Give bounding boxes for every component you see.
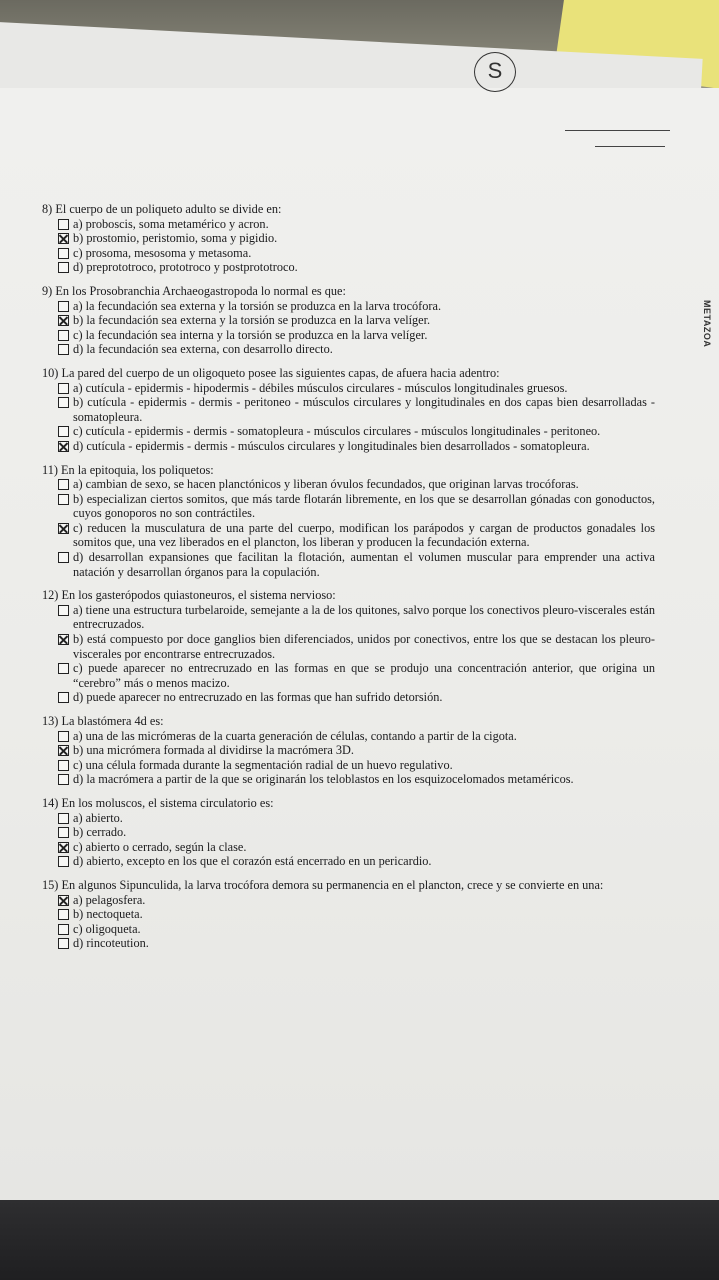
answer-option[interactable] xyxy=(40,381,655,396)
option-text: d) abierto, excepto en los que el corazón está encerrado en un pericardio. xyxy=(73,854,432,869)
checked-box-icon[interactable] xyxy=(58,315,69,326)
question-10 xyxy=(40,366,655,454)
option-text: d) desarrollan expansiones que facilitan la flotación, aumentan el volumen muscular para emprender una activa natación y desarrollan órganos para la copulación. xyxy=(73,550,655,579)
answer-option[interactable] xyxy=(40,854,655,869)
question-text: 15) En algunos Sipunculida, la larva trocófora demora su permanencia en el plancton, crece y se convierte en una: xyxy=(42,877,604,892)
option-text: a) una de las micrómeras de la cuarta generación de células, contando a partir de la cigota. xyxy=(73,728,517,743)
option-text: d) la fecundación sea externa, con desarrollo directo. xyxy=(73,342,333,357)
answer-option[interactable] xyxy=(40,299,655,314)
answer-option[interactable] xyxy=(40,922,655,937)
checkbox-icon[interactable] xyxy=(58,813,69,824)
option-text: b) la fecundación sea externa y la torsión se produzca en la larva velíger. xyxy=(73,313,431,328)
answer-option[interactable] xyxy=(40,603,655,632)
option-text: b) prostomio, peristomio, soma y pigidio. xyxy=(73,231,278,246)
option-text: c) una célula formada durante la segmentación radial de un huevo regulativo. xyxy=(73,757,453,772)
checkbox-icon[interactable] xyxy=(58,856,69,867)
answer-option[interactable] xyxy=(40,424,655,439)
question-15 xyxy=(40,878,655,951)
background-bottom xyxy=(0,1200,719,1280)
answer-option[interactable] xyxy=(40,936,655,951)
checkbox-icon[interactable] xyxy=(58,330,69,341)
answer-option[interactable] xyxy=(40,439,655,454)
question-text: 12) En los gasterópodos quiastoneuros, el sistema nervioso: xyxy=(42,588,336,603)
question-text: 11) En la epitoquia, los poliquetos: xyxy=(42,462,214,477)
answer-option[interactable] xyxy=(40,246,655,261)
checkbox-icon[interactable] xyxy=(58,248,69,259)
question-text: 10) La pared del cuerpo de un oligoqueto posee las siguientes capas, de afuera hacia adentro: xyxy=(42,365,500,380)
option-text: b) cutícula - epidermis - dermis - peritoneo - músculos circulares y longitudinales en dos capas bien desarrolladas - somatopleura. xyxy=(73,395,655,424)
answer-option[interactable] xyxy=(40,342,655,357)
answer-option[interactable] xyxy=(40,492,655,521)
header-line-2 xyxy=(595,146,665,147)
checkbox-icon[interactable] xyxy=(58,924,69,935)
option-text: c) reducen la musculatura de una parte del cuerpo, modifican los parápodos y cargan de productos gonadales los somitos que, una vez liberados en el plancton, los liberan y producen la fecundación externa. xyxy=(73,520,655,550)
checked-box-icon[interactable] xyxy=(58,634,69,645)
question-11 xyxy=(40,463,655,580)
checked-box-icon[interactable] xyxy=(58,745,69,756)
checked-box-icon[interactable] xyxy=(58,895,69,906)
checked-box-icon[interactable] xyxy=(58,523,69,534)
answer-option[interactable] xyxy=(40,743,655,758)
checkbox-icon[interactable] xyxy=(58,397,69,408)
answer-option[interactable] xyxy=(40,521,655,550)
option-text: a) abierto. xyxy=(73,810,123,825)
question-text: 9) En los Prosobranchia Archaeogastropoda lo normal es que: xyxy=(42,283,346,298)
option-text: c) la fecundación sea interna y la torsión se produzca en la larva velíger. xyxy=(73,327,428,342)
checkbox-icon[interactable] xyxy=(58,909,69,920)
answer-option[interactable] xyxy=(40,893,655,908)
answer-option[interactable] xyxy=(40,811,655,826)
question-8 xyxy=(40,202,655,275)
checkbox-icon[interactable] xyxy=(58,731,69,742)
option-text: b) nectoqueta. xyxy=(73,907,143,922)
checkbox-icon[interactable] xyxy=(58,301,69,312)
option-text: d) cutícula - epidermis - dermis - músculos circulares y longitudinales bien desarrollados - somatopleura. xyxy=(73,438,590,453)
option-text: a) tiene una estructura turbelaroide, semejante a la de los quitones, salvo porque los conectivos pleuro-viscerales están entrecruzados. xyxy=(73,602,655,632)
option-text: d) rincoteution. xyxy=(73,936,149,951)
checkbox-icon[interactable] xyxy=(58,494,69,505)
checked-box-icon[interactable] xyxy=(58,233,69,244)
checkbox-icon[interactable] xyxy=(58,219,69,230)
option-text: b) cerrado. xyxy=(73,825,127,840)
question-12 xyxy=(40,588,655,705)
question-list xyxy=(40,202,655,960)
checkbox-icon[interactable] xyxy=(58,383,69,394)
answer-option[interactable] xyxy=(40,313,655,328)
checked-box-icon[interactable] xyxy=(58,441,69,452)
answer-option[interactable] xyxy=(40,840,655,855)
answer-option[interactable] xyxy=(40,825,655,840)
checkbox-icon[interactable] xyxy=(58,663,69,674)
option-text: c) prosoma, mesosoma y metasoma. xyxy=(73,245,252,260)
answer-option[interactable] xyxy=(40,477,655,492)
question-text: 8) El cuerpo de un poliqueto adulto se divide en: xyxy=(42,202,282,216)
answer-option[interactable] xyxy=(40,328,655,343)
answer-option[interactable] xyxy=(40,217,655,232)
option-text: a) proboscis, soma metamérico y acron. xyxy=(73,216,269,231)
answer-option[interactable] xyxy=(40,758,655,773)
answer-option[interactable] xyxy=(40,690,655,705)
answer-option[interactable] xyxy=(40,907,655,922)
option-text: c) cutícula - epidermis - dermis - somatopleura - músculos circulares - músculos longitudinales - peritoneo. xyxy=(73,424,601,439)
checkbox-icon[interactable] xyxy=(58,774,69,785)
answer-option[interactable] xyxy=(40,772,655,787)
option-text: a) pelagosfera. xyxy=(73,892,146,907)
option-text: c) puede aparecer no entrecruzado en las formas en que se produjo una concentración anterior, que origina un “cerebro” más o menos macizo. xyxy=(73,661,655,690)
answer-option[interactable] xyxy=(40,260,655,275)
checkbox-icon[interactable] xyxy=(58,262,69,273)
answer-option[interactable] xyxy=(40,661,655,690)
checkbox-icon[interactable] xyxy=(58,479,69,490)
option-text: b) una micrómera formada al dividirse la macrómera 3D. xyxy=(73,743,355,758)
question-9 xyxy=(40,284,655,357)
question-13 xyxy=(40,714,655,787)
option-text: c) oligoqueta. xyxy=(73,921,141,936)
option-text: a) la fecundación sea externa y la torsión se produzca en la larva trocófora. xyxy=(73,298,442,313)
answer-option[interactable] xyxy=(40,632,655,661)
question-text: 14) En los moluscos, el sistema circulatorio es: xyxy=(42,795,274,810)
checkbox-icon[interactable] xyxy=(58,938,69,949)
circled-mark: S xyxy=(474,52,516,92)
answer-option[interactable] xyxy=(40,231,655,246)
option-text: a) cutícula - epidermis - hipodermis - débiles músculos circulares - músculos longitudinales gruesos. xyxy=(73,380,568,395)
option-text: b) especializan ciertos somitos, que más tarde flotarán libremente, en los que se desarrollan gónadas con gonoductos, cuyos gonoporos no son contráctiles. xyxy=(73,491,655,521)
question-14 xyxy=(40,796,655,869)
checkbox-icon[interactable] xyxy=(58,760,69,771)
checkbox-icon[interactable] xyxy=(58,827,69,838)
option-text: d) la macrómera a partir de la que se originarán los teloblastos en los esquizocelomados metaméricos. xyxy=(73,772,574,787)
question-text: 13) La blastómera 4d es: xyxy=(42,714,164,728)
answer-option[interactable] xyxy=(40,729,655,744)
checkbox-icon[interactable] xyxy=(58,552,69,563)
checkbox-icon[interactable] xyxy=(58,426,69,437)
answer-option[interactable] xyxy=(40,395,655,424)
header-line xyxy=(565,130,670,131)
side-label: METAZOA xyxy=(702,300,712,348)
answer-option[interactable] xyxy=(40,550,655,579)
option-text: d) preprototroco, prototroco y postprototroco. xyxy=(73,260,298,275)
option-text: a) cambian de sexo, se hacen planctónicos y liberan óvulos fecundados, que originan larvas trocóforas. xyxy=(73,477,579,492)
checkbox-icon[interactable] xyxy=(58,692,69,703)
checkbox-icon[interactable] xyxy=(58,344,69,355)
checkbox-icon[interactable] xyxy=(58,605,69,616)
checked-box-icon[interactable] xyxy=(58,842,69,853)
option-text: b) está compuesto por doce ganglios bien diferenciados, unidos por conectivos, entre los que se destacan los pleuro-viscerales por encontrarse entrecruzados. xyxy=(73,632,655,661)
option-text: d) puede aparecer no entrecruzado en las formas que han sufrido detorsión. xyxy=(73,690,443,705)
option-text: c) abierto o cerrado, según la clase. xyxy=(73,839,247,854)
